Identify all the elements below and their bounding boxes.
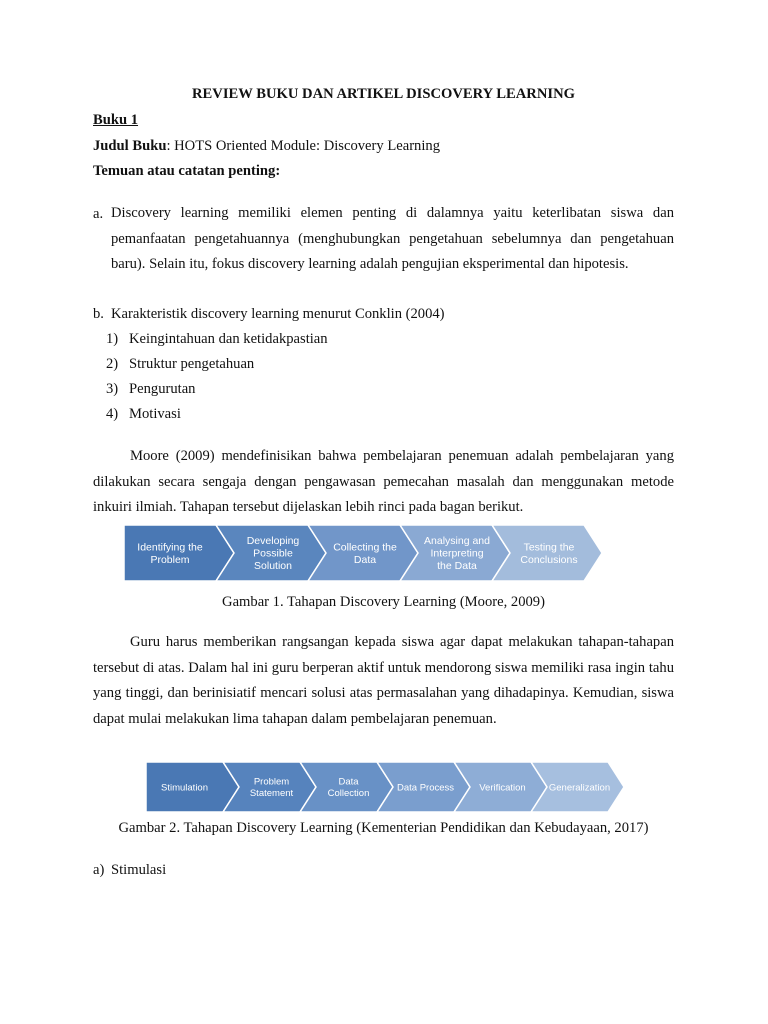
flow-step-2-label-1: Developing <box>246 535 300 548</box>
flow-step-5-label-2: Conclusions <box>520 553 578 566</box>
flow-step-4-label-1: Analysing and <box>424 535 490 548</box>
flow-step-1-label-1: Identifying the <box>137 541 203 554</box>
item-a-lower-marker: a) <box>93 862 105 878</box>
sub-item-3-num: 3) <box>106 381 119 397</box>
sub-item-3-text: Pengurutan <box>129 381 196 397</box>
figure-1-flowchart <box>124 520 602 586</box>
figure-1-svg <box>124 520 602 586</box>
book-heading: Buku 1 <box>93 112 139 128</box>
book-title-label: Judul Buku <box>93 138 167 154</box>
paragraph-2: Guru harus memberikan rangsangan kepada siswa agar dapat melakukan tahapan-tahapan tersebut di atas. Dalam hal ini guru berperan aktif untuk mendorong siswa memiliki rasa ingin tahu yang tinggi, dan berinisiatif mencari solusi atas permasalahan yang dihadapinya. Kemudian, siswa dapat mulai melakukan lima tahapan dalam pembelajaran penemuan. <box>93 634 674 727</box>
figure-1-caption: Gambar 1. Tahapan Discovery Learning (Moore, 2009) <box>222 594 545 610</box>
book-title-line <box>93 138 440 155</box>
paragraph-1: Moore (2009) mendefinisikan bahwa pembelajaran penemuan adalah pembelajaran yang dilakukan secara sengaja dengan pengawasan pemecahan masalah dan menggunakan metode inkuiri ilmiah. Tahapan tersebut dijelaskan lebih rinci pada bagan berikut. <box>93 448 674 515</box>
flow-step-4-label-3: the Data <box>437 560 477 573</box>
flow-step-2-label-1: Problem <box>253 776 290 788</box>
item-a-text: Discovery learning memiliki elemen penting di dalamnya yaitu keterlibatan siswa dan pemanfaatan pengetahuannya (menghubungkan pengetahuan sebelumnya dan pengetahuan baru). Selain itu, fokus discovery learning adalah pengujian eksperimental dan hipotesis. <box>111 205 674 272</box>
item-a-marker: a. <box>93 206 104 222</box>
figure-2-flowchart <box>146 756 624 818</box>
flow-step-1-label-2: Problem <box>150 553 190 566</box>
item-b-text: Karakteristik discovery learning menurut Conklin (2004) <box>111 306 445 322</box>
sub-item-1-num: 1) <box>106 331 119 347</box>
document-page <box>93 0 674 1024</box>
findings-heading: Temuan atau catatan penting: <box>93 163 281 179</box>
sub-item-4-text: Motivasi <box>129 406 181 422</box>
figure-2-caption: Gambar 2. Tahapan Discovery Learning (Kementerian Pendidikan dan Kebudayaan, 2017) <box>118 820 649 836</box>
item-b-marker: b. <box>93 306 104 322</box>
figure-2-svg <box>146 756 624 818</box>
flow-step-2-label-3: Solution <box>254 560 292 573</box>
flow-step-2-label-2: Possible <box>253 547 293 560</box>
flow-step-5-label-1: Testing the <box>523 541 575 554</box>
sub-item-1-text: Keingintahuan dan ketidakpastian <box>129 331 328 347</box>
flow-step-4-label-2: Interpreting <box>430 547 484 560</box>
flow-step-3-label-1: Data <box>338 776 359 788</box>
sub-item-2-num: 2) <box>106 356 119 372</box>
flow-step-3-label-1: Collecting the <box>333 541 397 554</box>
sub-item-2-text: Struktur pengetahuan <box>129 356 255 372</box>
flow-step-2-label-2: Statement <box>249 788 294 800</box>
flow-step-4-label-1: Data Process <box>396 782 455 794</box>
flow-step-3-label-2: Collection <box>327 788 370 800</box>
document-title: REVIEW BUKU DAN ARTIKEL DISCOVERY LEARNING <box>192 86 575 102</box>
flow-step-5-label-1: Verification <box>479 782 526 794</box>
flow-step-3-label-2: Data <box>353 553 377 566</box>
flow-step-1-label-1: Stimulation <box>161 782 208 794</box>
flow-step-6-label-1: Generalization <box>548 782 611 794</box>
item-a-lower-text: Stimulasi <box>111 862 167 878</box>
sub-item-4-num: 4) <box>106 406 119 422</box>
book-title-value: : HOTS Oriented Module: Discovery Learning <box>166 138 441 154</box>
